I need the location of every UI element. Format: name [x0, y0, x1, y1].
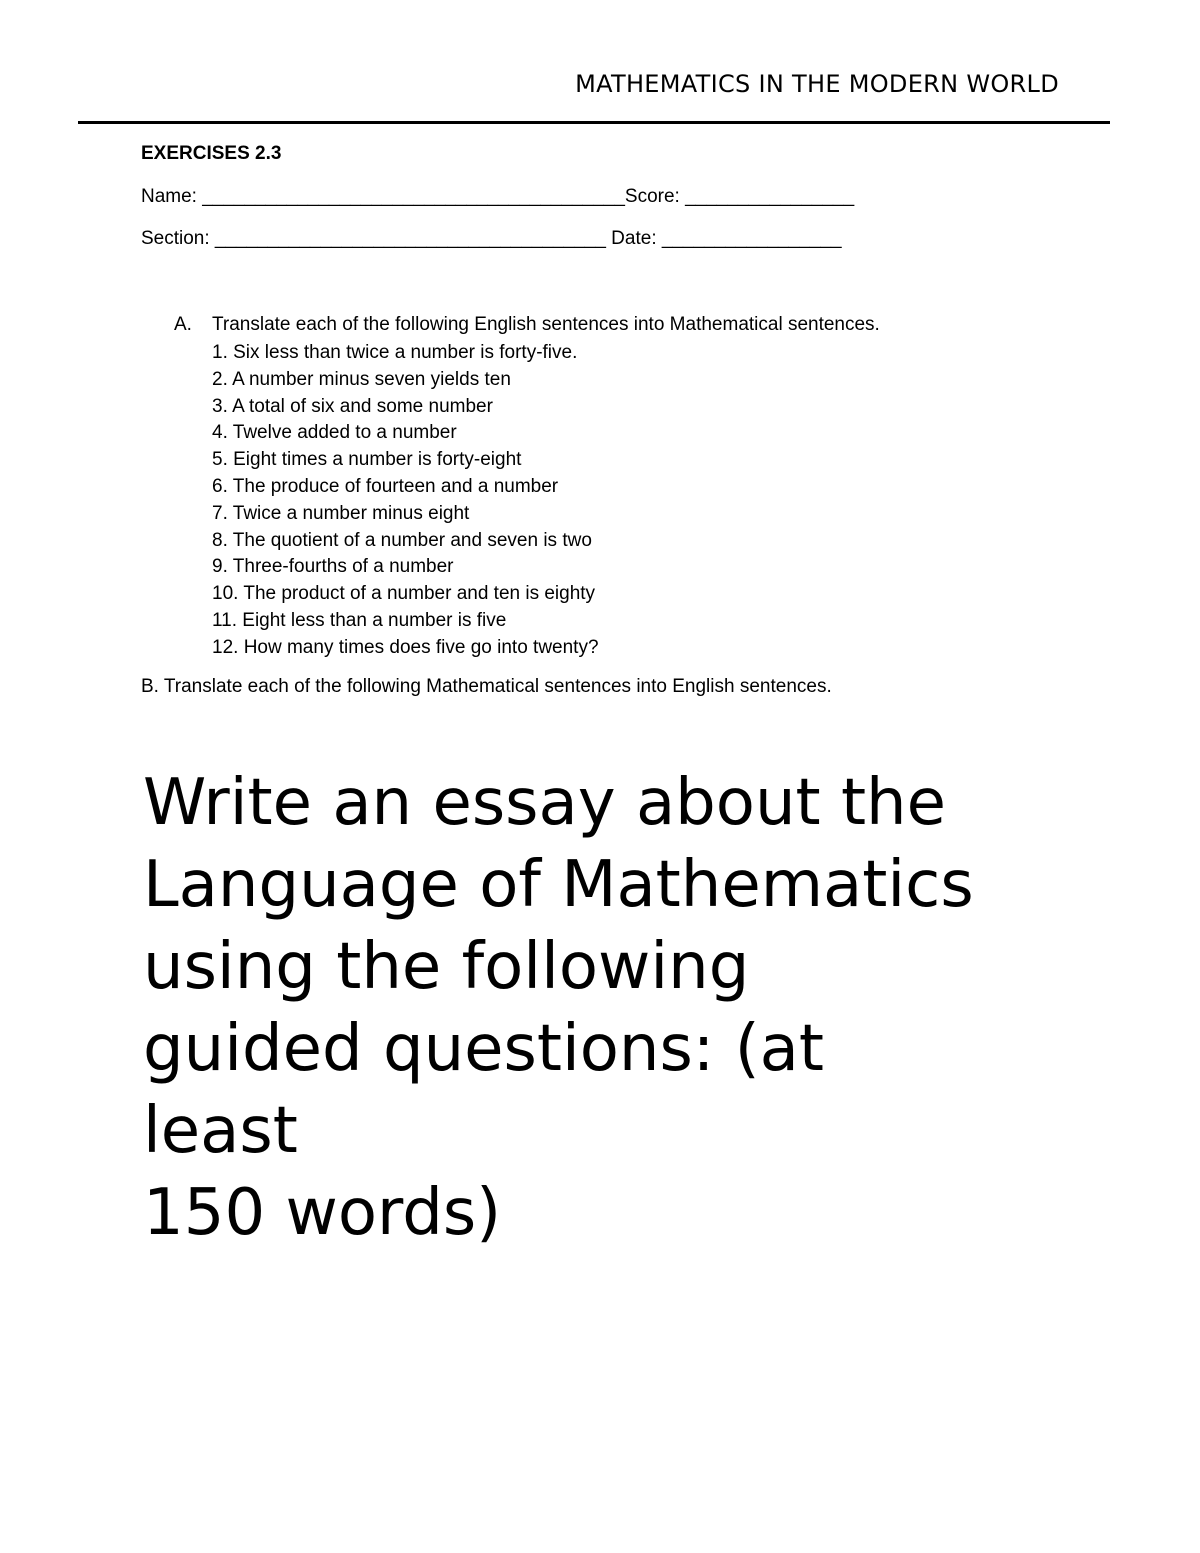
header-divider [78, 121, 1110, 124]
list-item: 5. Eight times a number is forty-eight [212, 449, 522, 471]
list-item: 6. The produce of fourteen and a number [212, 475, 559, 497]
list-item: 9. Three-fourths of a number [212, 556, 454, 578]
list-item: 10. The product of a number and ten is eighty [212, 583, 596, 605]
essay-prompt-line: Write an essay about the [143, 766, 946, 840]
essay-prompt [143, 762, 1083, 1254]
name-score-line: Name: ________________________________________Score: ________________ [141, 186, 855, 207]
essay-prompt-line: using the following [143, 930, 750, 1004]
list-item: 1. Six less than twice a number is forty-five. [212, 342, 578, 363]
part-a-instruction: Translate each of the following English sentences into Mathematical sentences. [212, 314, 880, 335]
exercise-title: EXERCISES 2.3 [141, 143, 282, 164]
part-a-heading [174, 314, 880, 336]
part-b-instruction: B. Translate each of the following Mathematical sentences into English sentences. [141, 676, 832, 697]
list-item: 11. Eight less than a number is five [212, 609, 507, 631]
list-item: 12. How many times does five go into twenty? [212, 636, 599, 658]
essay-prompt-line: 150 words) [143, 1176, 502, 1250]
page-header-title: MATHEMATICS IN THE MODERN WORLD [575, 70, 1059, 98]
list-item: 7. Twice a number minus eight [212, 502, 470, 524]
list-item: 8. The quotient of a number and seven is two [212, 529, 592, 551]
part-a-letter: A. [174, 314, 192, 335]
part-a-item-list [212, 340, 599, 662]
list-item: 4. Twelve added to a number [212, 422, 457, 444]
essay-prompt-line: least [143, 1094, 298, 1168]
list-item: 3. A total of six and some number [212, 395, 493, 417]
section-date-line: Section: _____________________________________ Date: _________________ [141, 228, 842, 249]
list-item: 2. A number minus seven yields ten [212, 368, 511, 390]
essay-prompt-line: guided questions: (at [143, 1012, 824, 1086]
essay-prompt-line: Language of Mathematics [143, 848, 974, 922]
